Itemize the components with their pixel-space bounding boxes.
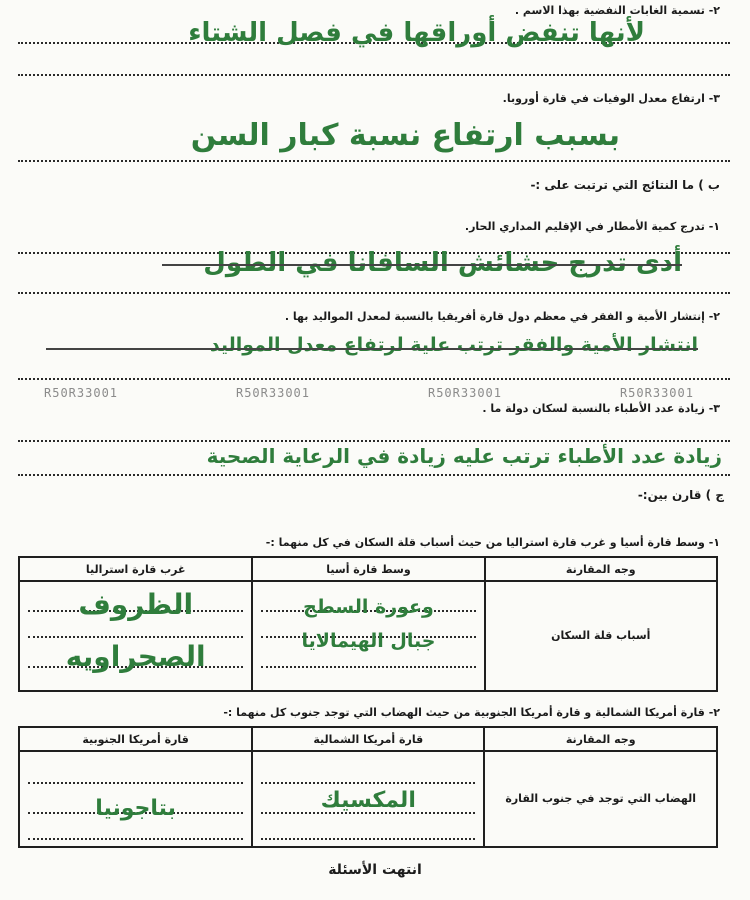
answer-handwriting: الصحراويه (65, 640, 206, 673)
strike-line (162, 264, 682, 266)
end-of-questions: انتهت الأسئلة (328, 862, 422, 878)
answer-handwriting: وعورة السطح (303, 596, 434, 618)
answer-line (18, 440, 730, 442)
scan-watermark (44, 386, 694, 400)
row-label: أسباب قلة السكان (551, 629, 651, 642)
answer-handwriting: زيادة عدد الأطباء ترتب عليه زيادة في الرعاية الصحية (206, 444, 722, 468)
question-2-label: ٢- تسمية الغابات النفضية بهذا الاسم . (514, 4, 720, 17)
table-header: قارة أمريكا الجنوبية (19, 727, 252, 751)
answer-handwriting: لأنها تنفض أوراقها في فصل الشتاء (188, 18, 645, 48)
answer-handwriting: جبال الهيمالايا (301, 630, 436, 652)
section-b-heading: ب ) ما النتائج التي ترتبت على :- (530, 178, 720, 192)
question-b1-label: ١- تدرج كمية الأمطار في الإقليم المداري الحار. (464, 220, 720, 233)
answer-handwriting: الظروف (78, 588, 194, 621)
table-header: غرب قارة استراليا (19, 557, 252, 581)
table-header: وجه المقارنة (485, 557, 717, 581)
table-row-label-cell (484, 751, 717, 847)
answer-line (18, 474, 730, 476)
answer-handwriting: المكسيك (320, 788, 416, 813)
comparison-table-2 (18, 726, 718, 848)
question-b3-label: ٣- زيادة عدد الأطباء بالنسبة لسكان دولة ما . (482, 402, 720, 415)
answer-handwriting: أدى تدرج حشائش السافانا في الطول (203, 248, 682, 278)
answer-line (261, 838, 475, 840)
comparison-table-1 (18, 556, 718, 692)
question-c2-label: ٢- قارة أمريكا الشمالية و قارة أمريكا الجنوبية من حيث الهضاب التي توجد جنوب كل منهما :- (223, 706, 720, 719)
row-label: الهضاب التي توجد في جنوب القارة (505, 792, 696, 805)
watermark-code: R50R33001 (619, 386, 694, 400)
answer-line (18, 292, 730, 294)
table-header: قارة أمريكا الشمالية (252, 727, 484, 751)
answer-line (261, 782, 475, 784)
table-answer-cell (19, 581, 252, 691)
question-c1-label: ١- وسط قارة أسيا و غرب قارة استراليا من حيث أسباب قلة السكان في كل منهما :- (265, 536, 720, 549)
table-answer-cell (252, 581, 484, 691)
answer-line (261, 666, 475, 668)
answer-handwriting: بسبب ارتفاع نسبة كبار السن (190, 118, 620, 153)
answer-line (18, 74, 730, 76)
strike-line (46, 348, 698, 350)
table-header: وسط قارة أسيا (252, 557, 484, 581)
watermark-code: R50R33001 (235, 386, 311, 400)
table-row-label-cell (485, 581, 717, 691)
answer-line (28, 782, 243, 784)
answer-handwriting: بتاجونيا (95, 796, 176, 821)
section-c-heading: ج ) قارن بين:- (637, 488, 724, 502)
question-3-label: ٣- ارتفاع معدل الوفيات في قارة أوروبا. (502, 92, 720, 105)
answer-line (18, 160, 730, 162)
table-answer-cell (19, 751, 252, 847)
table-answer-cell (252, 751, 484, 847)
answer-handwriting: انتشار الأمية والفقر ترتب علية لرتفاع معدل المواليد (209, 334, 698, 356)
question-b2-label: ٢- إنتشار الأمية و الفقر في معظم دول قارة أفريقيا بالنسبة لمعدل المواليد بها . (284, 310, 720, 323)
answer-line (28, 838, 243, 840)
table-header: وجه المقارنة (484, 727, 717, 751)
answer-line (28, 636, 243, 638)
watermark-code: R50R33001 (44, 386, 119, 400)
watermark-code: R50R33001 (427, 386, 502, 400)
answer-line (18, 378, 730, 380)
